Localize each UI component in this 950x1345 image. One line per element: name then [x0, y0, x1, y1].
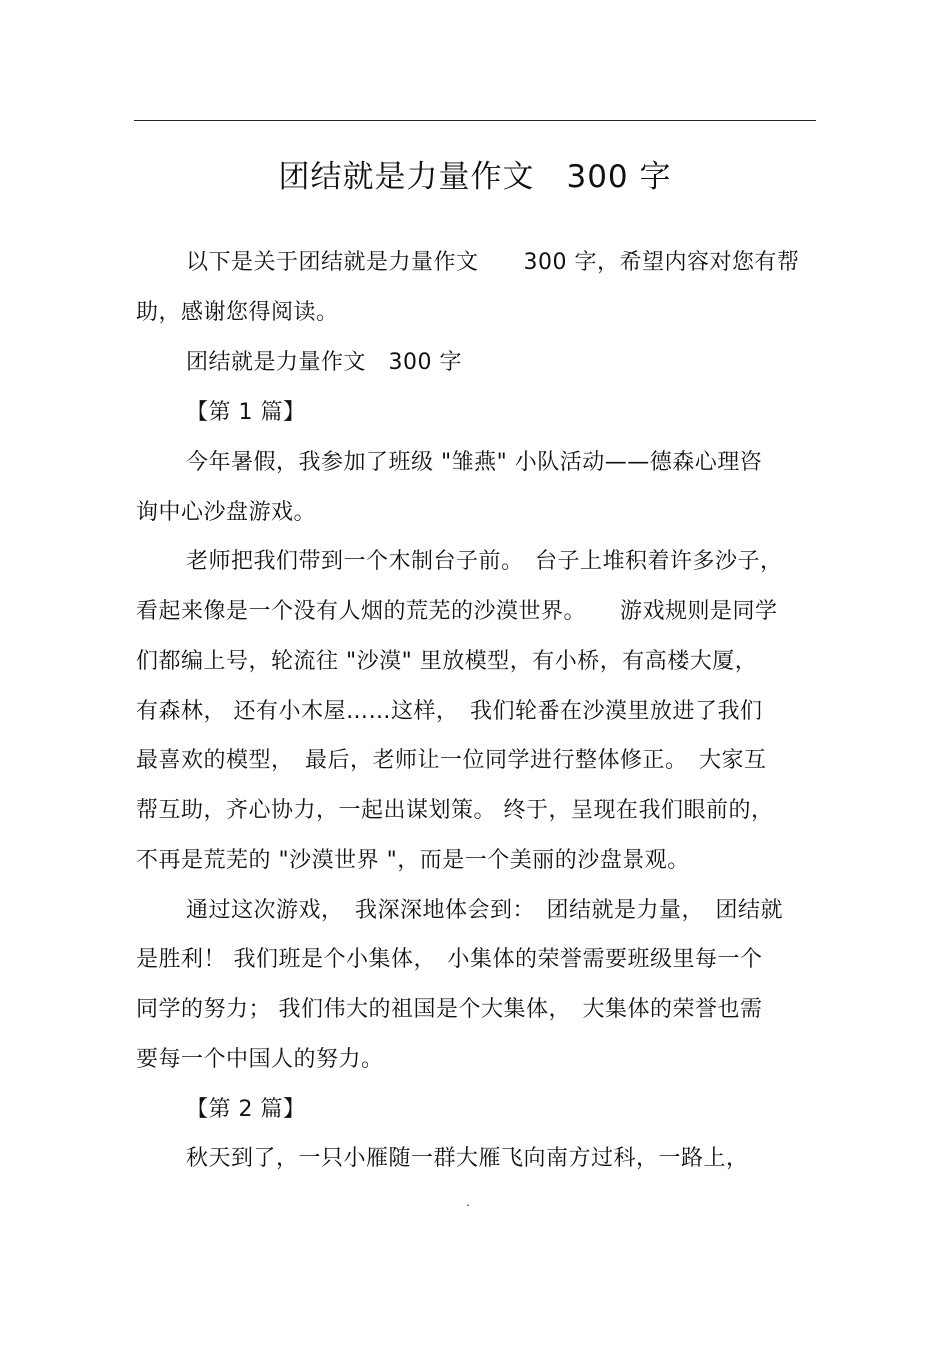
- body-line: 通过这次游戏， 我深深地体会到： 团结就是力量， 团结就: [186, 898, 784, 923]
- body-line: 们都编上号，轮流往 "沙漠" 里放模型，有小桥，有高楼大厦，: [136, 649, 758, 674]
- body-line: 看起来像是一个没有人烟的荒芜的沙漠世界。 游戏规则是同学: [136, 599, 778, 624]
- body-line: 以下是关于团结就是力量作文 300 字，希望内容对您有帮: [186, 250, 800, 275]
- body-line: 同学的努力； 我们伟大的祖国是个大集体， 大集体的荣誉也需: [136, 997, 763, 1022]
- section-heading: 【第 2 篇】: [186, 1097, 306, 1122]
- header-rule: [134, 120, 816, 121]
- body-line: 团结就是力量作文 300 字: [186, 350, 462, 375]
- body-line: 询中心沙盘游戏。: [136, 500, 317, 525]
- body-line: 秋天到了，一只小雁随一群大雁飞向南方过科，一路上，: [186, 1146, 749, 1171]
- body-line: 帮互助，齐心协力，一起出谋划策。 终于，呈现在我们眼前的，: [136, 798, 774, 823]
- body-line: 今年暑假，我参加了班级 "雏燕" 小队活动——德森心理咨: [186, 450, 763, 475]
- body-line: 老师把我们带到一个木制台子前。 台子上堆积着许多沙子，: [186, 549, 783, 574]
- body-line: 是胜利！ 我们班是个小集体， 小集体的荣誉需要班级里每一个: [136, 947, 763, 972]
- section-heading: 【第 1 篇】: [186, 400, 306, 425]
- body-line: 要每一个中国人的努力。: [136, 1047, 384, 1072]
- body-line: 不再是荒芜的 "沙漠世界 "，而是一个美丽的沙盘景观。: [136, 848, 690, 873]
- page-footer-mark: .: [466, 1195, 470, 1209]
- body-line: 助，感谢您得阅读。: [136, 300, 339, 325]
- document-title: 团结就是力量作文 300 字: [278, 159, 672, 195]
- body-line: 有森林， 还有小木屋……这样， 我们轮番在沙漠里放进了我们: [136, 699, 763, 724]
- body-line: 最喜欢的模型， 最后，老师让一位同学进行整体修正。 大家互: [136, 748, 767, 773]
